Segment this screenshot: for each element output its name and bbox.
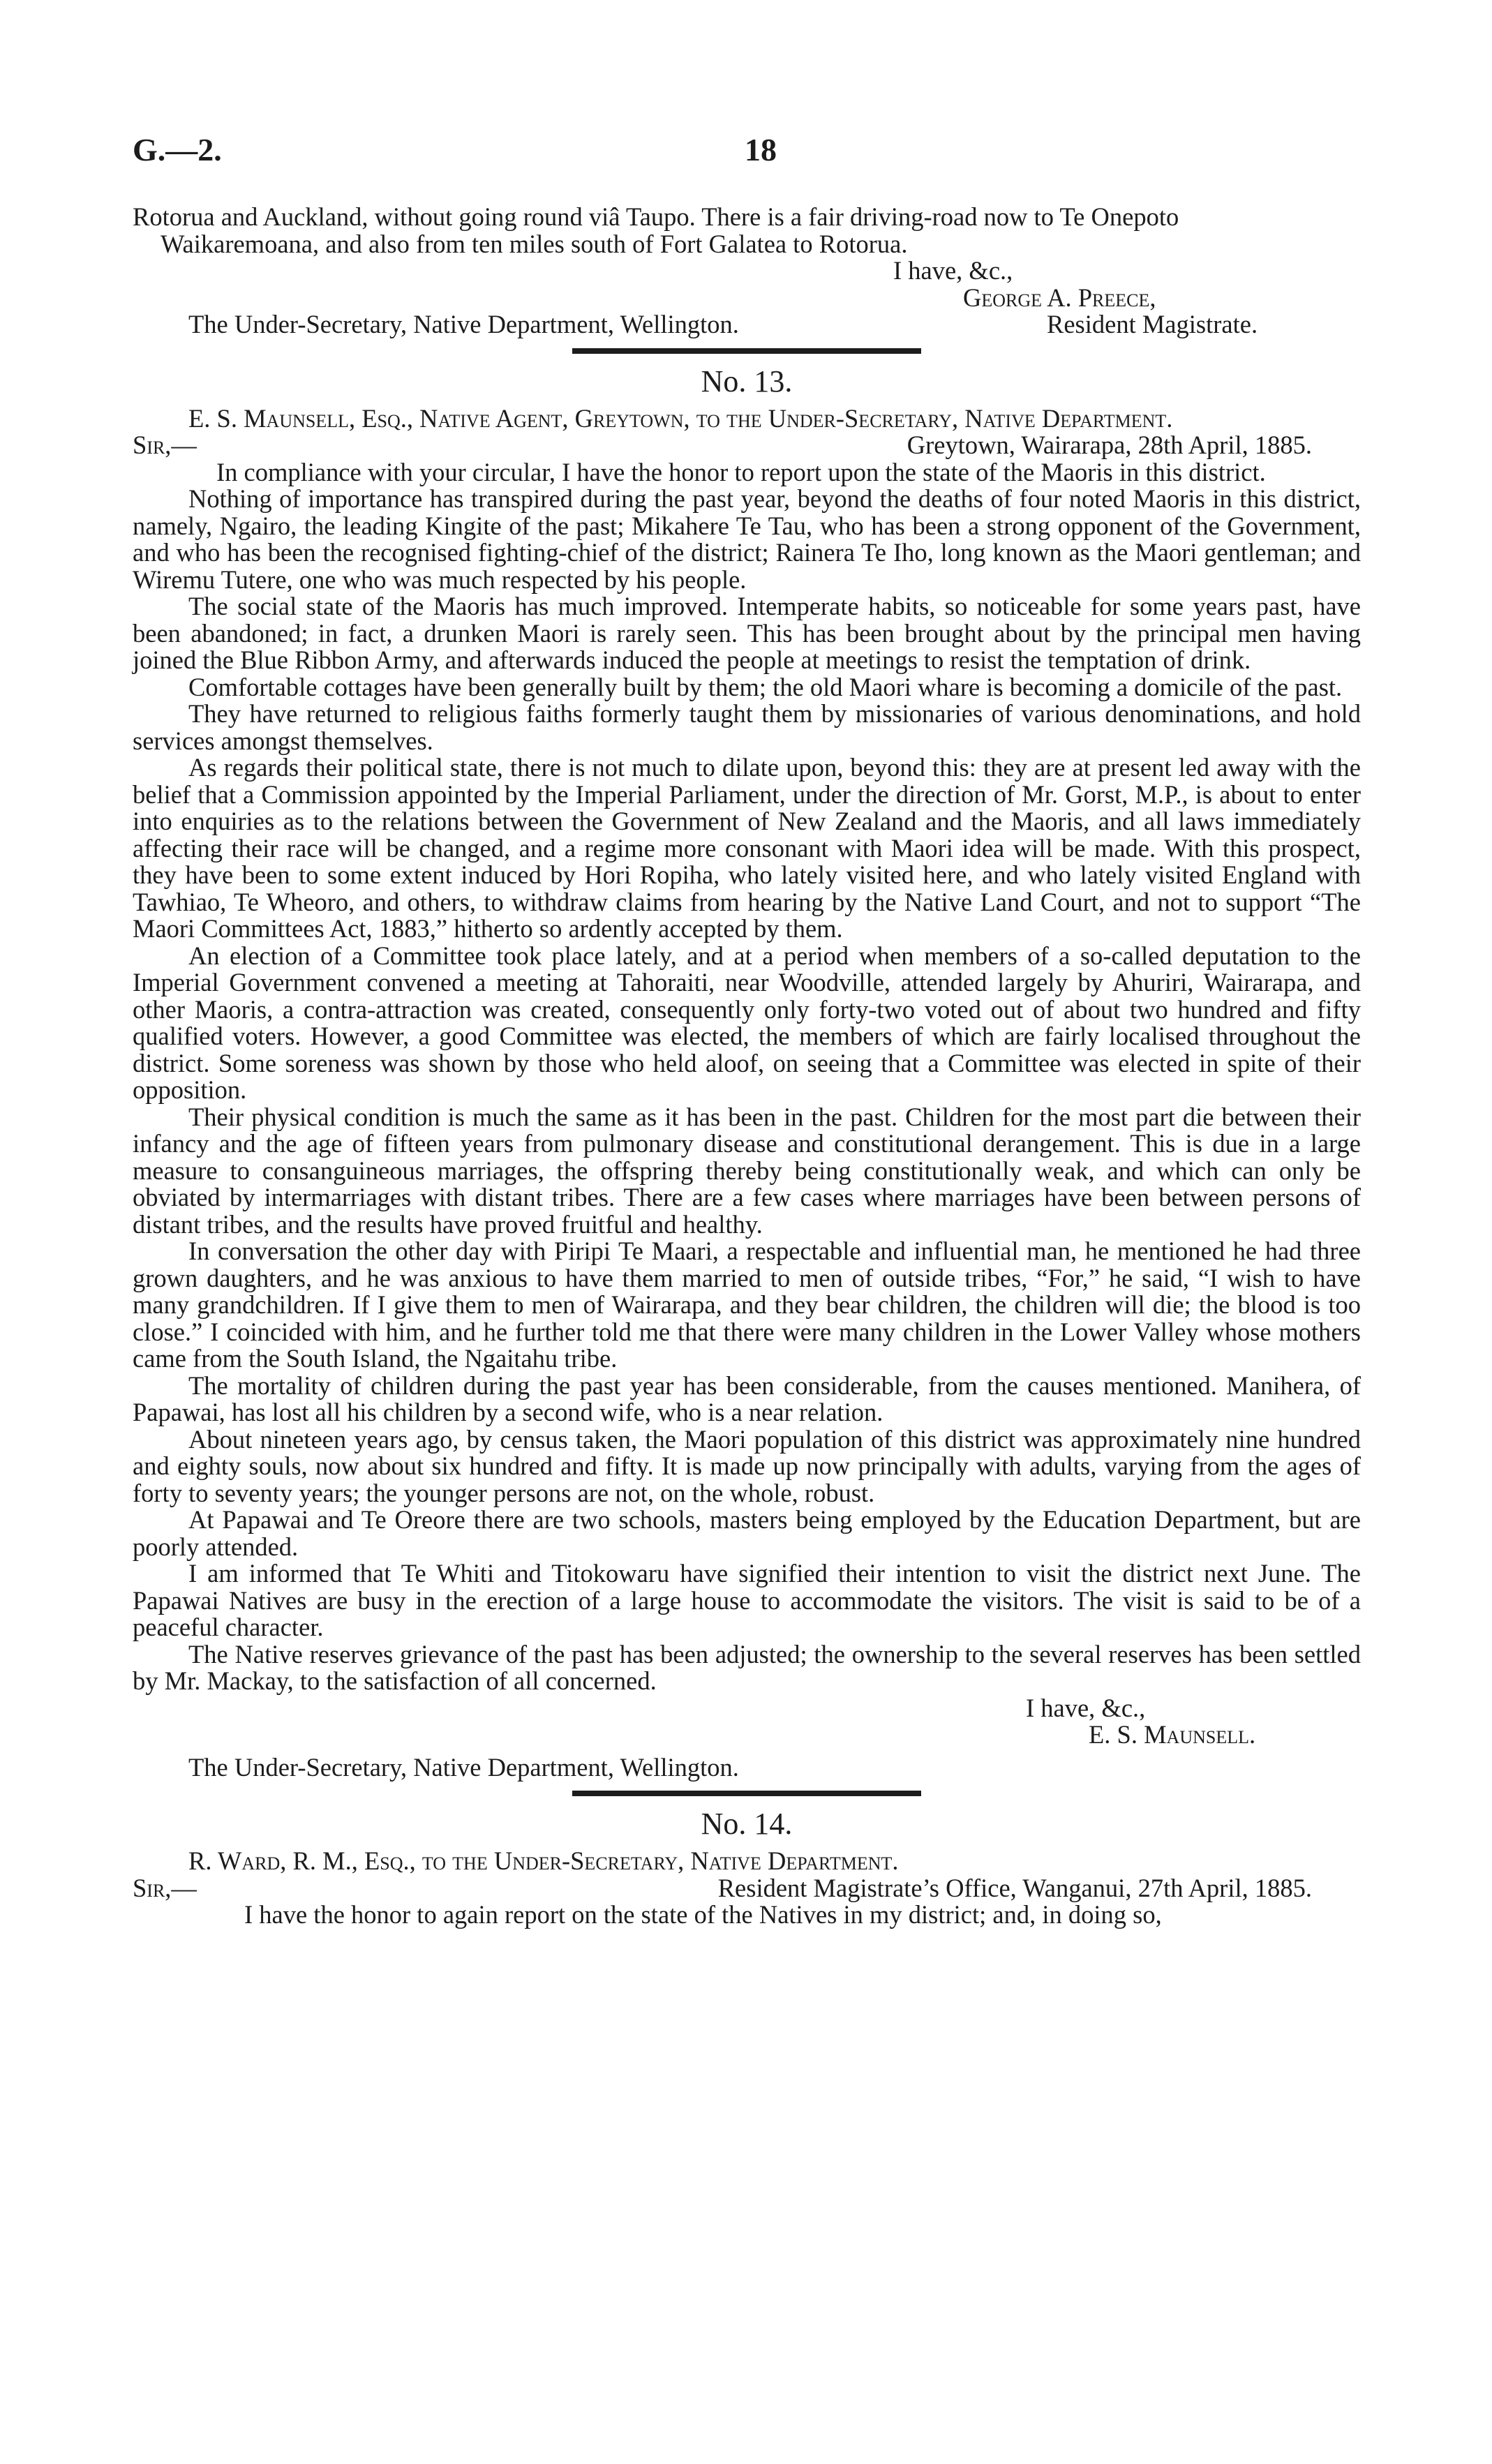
letter-13-paragraph: In conversation the other day with Piripi Te Maari, a respectable and influential man, he mentioned he had three grown daughters, and he was anxious to have them married to men of outside tribes, “For,” he said, “I wish to have many grandchildren. If I give them to men of Wairarapa, and they bear children, the children will die; the blood is too close.” I coincided with him, and he further told me that there were many children in the Lower Valley whose mothers came from the South Island, the Ngaitahu tribe. bbox=[133, 1237, 1361, 1373]
intro-line-2: Waikaremoana, and also from ten miles south of Fort Galatea to Rotorua. bbox=[161, 229, 908, 258]
intro-addressee: The Under-Secretary, Native Department, Wellington. bbox=[188, 310, 739, 338]
letter-13-paragraph: As regards their political state, there is not much to dilate upon, beyond this: they are at present led away with the belief that a Commission appointed by the Imperial Parliament, under the direction of Mr. Gorst, M.P., is about to enter into enquiries as to the relations between the Government of New Zealand and the Maoris, and all laws immediately affecting their race will be changed, and a regime more consonant with Maori idea will be made. With this prospect, they have been to some extent induced by Hori Ropiha, who lately visited here, and who lately visited England with Tawhiao, Te Wheoro, and others, to withdraw claims from hearing by the Native Land Court, and not to support “The Maori Committees Act, 1883,” hitherto so ardently accepted by them. bbox=[133, 753, 1361, 943]
letter-14-dateline: Resident Magistrate’s Office, Wanganui, 27th April, 1885. bbox=[717, 1873, 1312, 1902]
letter-13-salutation-row bbox=[133, 432, 1361, 459]
section-divider bbox=[572, 348, 921, 354]
intro-closing: I have, &c., bbox=[893, 256, 1013, 285]
intro-signer-title: Resident Magistrate. bbox=[1047, 310, 1258, 338]
section-divider bbox=[572, 1791, 921, 1796]
letter-13-addressee: The Under-Secretary, Native Department, Wellington. bbox=[188, 1752, 739, 1782]
letter-13-paragraph: I am informed that Te Whiti and Titokowaru have signified their intention to visit the district next June. The Papawai Natives are busy in the erection of a large house to accommodate the visitors. The visit is said to be of a peaceful character. bbox=[133, 1559, 1361, 1641]
letter-13-closing: I have, &c., bbox=[1026, 1693, 1146, 1722]
letter-13-closing-row bbox=[133, 1695, 1361, 1722]
letter-13-salutation: Sir,— bbox=[133, 431, 197, 459]
document-body bbox=[133, 204, 1361, 1929]
letter-13-signature-row bbox=[133, 1722, 1361, 1749]
letter-13-paragraph: In compliance with your circular, I have the honor to report upon the state of the Maoris in this district. bbox=[216, 457, 1266, 486]
intro-signature: George A. Preece, bbox=[963, 283, 1156, 312]
letter-13-paragraph: Their physical condition is much the same as it has been in the past. Children for the most part die between their infancy and the age of fifteen years from pulmonary disease and constitutional derangement. This is due in a large measure to consanguineous marriages, the offspring thereby being constitutionally weak, and which can only be obviated by intermarriages with distant tribes. There are a few cases where marriages have been between persons of distant tribes, and the results have proved fruitful and healthy. bbox=[133, 1102, 1361, 1239]
letter-13-paragraph: Nothing of importance has transpired during the past year, beyond the deaths of four noted Maoris in this district, namely, Ngairo, the leading Kingite of the past; Mikahere Te Tau, who has been a strong opponent of the Government, and who has been the recognised fighting-chief of the district; Rainera Te Iho, long known as the Maori gentleman; and Wiremu Tutere, one who was much respected by his people. bbox=[133, 484, 1361, 594]
letter-13-dateline: Greytown, Wairarapa, 28th April, 1885. bbox=[907, 431, 1312, 459]
letter-13-paragraph: The social state of the Maoris has much improved. Intemperate habits, so noticeable for some years past, have been abandoned; in fact, a drunken Maori is rarely seen. This has been brought about by the principal men having joined the Blue Ribbon Army, and afterwards induced the people at meetings to resist the temptation of drink. bbox=[133, 592, 1361, 674]
letter-14-heading: No. 14. bbox=[701, 1807, 793, 1841]
letter-13-paragraph: At Papawai and Te Oreore there are two schools, masters being employed by the Education Department, but are poorly attended. bbox=[133, 1505, 1361, 1561]
intro-closing-row bbox=[133, 257, 1361, 285]
letter-14-first-line: I have the honor to again report on the state of the Natives in my district; and, in doing so, bbox=[244, 1900, 1162, 1929]
letter-13-addressee-row bbox=[133, 1754, 1361, 1782]
page-header bbox=[133, 131, 1361, 173]
letter-13-paragraph: The Native reserves grievance of the past has been adjusted; the ownership to the several reserves has been settled by Mr. Mackay, to the satisfaction of all concerned. bbox=[133, 1639, 1361, 1695]
intro-signature-row bbox=[133, 285, 1361, 312]
letter-13-paragraph: Comfortable cottages have been generally built by them; the old Maori whare is becoming a domicile of the past. bbox=[188, 672, 1343, 701]
letter-14-salutation-row bbox=[133, 1875, 1361, 1902]
letter-13-heading: No. 13. bbox=[701, 364, 793, 398]
intro-addressee-row bbox=[133, 311, 1361, 338]
letter-14-salutation: Sir,— bbox=[133, 1873, 197, 1902]
page-number: 18 bbox=[745, 132, 777, 167]
letter-14-from: R. Ward, R. M., Esq., to the Under-Secretary, Native Department. bbox=[188, 1846, 899, 1875]
document-reference: G.—2. bbox=[133, 132, 222, 167]
letter-13-signature: E. S. Maunsell. bbox=[1089, 1720, 1256, 1749]
letter-13-paragraph: An election of a Committee took place lately, and at a period when members of a so-called deputation to the Imperial Government convened a meeting at Tahoraiti, near Woodville, attended largely by Ahuriri, Wairarapa, and other Maoris, a contra-attraction was created, consequently only forty-two voted out of about two hundred and fifty qualified voters. However, a good Committee was elected, the members of which are fairly localised throughout the district. Some soreness was shown by those who held aloof, on seeing that a Committee was elected in spite of their opposition. bbox=[133, 941, 1361, 1104]
letter-13-from: E. S. Maunsell, Esq., Native Agent, Greytown, to the Under-Secretary, Native Department. bbox=[188, 403, 1173, 433]
letter-13-paragraph: The mortality of children during the past year has been considerable, from the causes mentioned. Manihera, of Papawai, has lost all his children by a second wife, who is a near relation. bbox=[133, 1371, 1361, 1426]
letter-13-paragraph: About nineteen years ago, by census taken, the Maori population of this district was approximately nine hundred and eighty souls, now about six hundred and fifty. It is made up now principally with adults, varying from the ages of forty to seventy years; the younger persons are not, on the whole, robust. bbox=[133, 1424, 1361, 1507]
intro-line-1: Rotorua and Auckland, without going round viâ Taupo. There is a fair driving-road now to Te Onepoto bbox=[133, 202, 1179, 231]
letter-13-paragraph: They have returned to religious faiths formerly taught them by missionaries of various denominations, and hold services amongst themselves. bbox=[133, 699, 1361, 755]
